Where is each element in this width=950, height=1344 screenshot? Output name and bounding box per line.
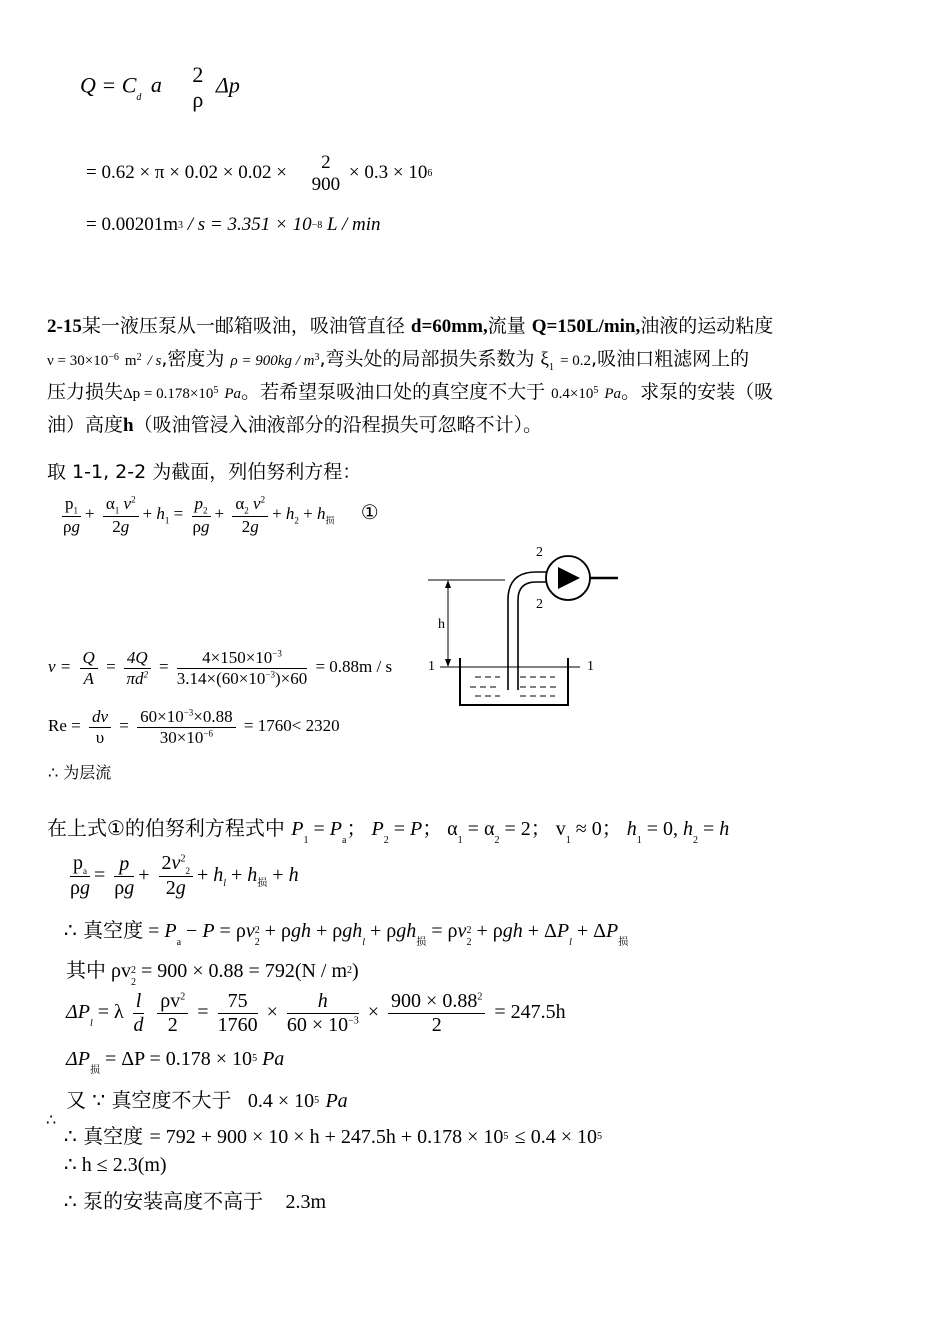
label-1-right: 1 bbox=[587, 659, 594, 674]
problem-vac: 0.4×10 bbox=[551, 386, 594, 402]
circled-one: ① bbox=[360, 502, 379, 525]
problem-line1 bbox=[47, 310, 773, 343]
dpl-f3-den: 1760 bbox=[217, 1014, 258, 1036]
bernoulli-eq: $\frac{p_1}{\rho g}$ + $\frac{\alpha_1 v^2}{2g}$ + $h_1$ = $\frac{p_2}{\rho g}$ + $\frac{\alpha_2 v^2}{2g}$ + $h_2 + h_损$ ① bbox=[63, 494, 379, 536]
eq-q-line2-exp: 6 bbox=[427, 168, 433, 180]
velocity-f1-den: A bbox=[83, 668, 94, 688]
problem-text4: ,密度为 bbox=[161, 348, 225, 370]
also-val: 0.4 × 10 bbox=[247, 1090, 315, 1112]
eq-q-line2-den: 900 bbox=[311, 173, 341, 195]
eq-q-line2 bbox=[86, 152, 432, 196]
label-2-bottom: 2 bbox=[536, 597, 543, 612]
dp-loss-unit: Pa bbox=[262, 1048, 285, 1070]
problem-number: 2-15 bbox=[47, 316, 82, 337]
velocity-f3-den-exp: −3 bbox=[265, 668, 275, 679]
dp-loss-exp: 5 bbox=[252, 1053, 258, 1064]
velocity-frac3 bbox=[177, 648, 307, 688]
reynolds-lhs: Re = bbox=[48, 715, 81, 735]
eq-q-line3-b-exp: −8 bbox=[311, 220, 323, 231]
problem-nu-unit: m bbox=[124, 353, 137, 369]
dpl-f4-den: 60 × 10 bbox=[286, 1014, 349, 1036]
dpl-result: = 247.5h bbox=[494, 1001, 566, 1024]
reynolds-f2-num: 60×10 bbox=[140, 707, 184, 726]
reynolds-frac2 bbox=[137, 707, 236, 747]
eq-q-dp: Δp bbox=[215, 72, 240, 98]
problem-text3: 油液的运动粘度 bbox=[640, 315, 774, 337]
where-unit-exp: 2 bbox=[347, 965, 353, 976]
dp-loss-line bbox=[66, 1048, 285, 1076]
final-vac-eq: = 792 + 900 × 10 × h + 247.5h + 0.178 × 10 bbox=[149, 1126, 504, 1148]
reynolds-f1-num: dv bbox=[89, 707, 111, 728]
conclusion-line bbox=[64, 1185, 326, 1214]
velocity-f2-num: 4Q bbox=[124, 648, 151, 669]
problem-text2: 流量 bbox=[487, 315, 526, 337]
problem-text7: 压力损失 bbox=[47, 381, 124, 403]
pump-diagram bbox=[420, 540, 620, 720]
dpl-f2-num-exp: 2 bbox=[180, 991, 186, 1003]
velocity-result: = 0.88m / s bbox=[315, 656, 393, 676]
suction-pipe-outer bbox=[508, 572, 555, 690]
laminar-text: ∴ 为层流 bbox=[48, 763, 112, 782]
problem-text9: 。求泵的安装（吸 bbox=[621, 381, 774, 403]
label-h: h bbox=[438, 617, 445, 632]
problem-dp-exp: 5 bbox=[213, 385, 219, 396]
dpl-f4-num: h bbox=[287, 990, 359, 1014]
problem-text6: ,吸油口粗滤网上的 bbox=[591, 348, 750, 370]
final-vac-label: ∴ 真空度 bbox=[64, 1124, 144, 1148]
dp-loss: ΔP bbox=[66, 1048, 90, 1070]
bern-frac4: $\frac{\alpha_2 v^2}{2g}$ bbox=[232, 494, 268, 536]
eq-q-line3 bbox=[86, 214, 380, 236]
dpl-f4-den-exp: −3 bbox=[348, 1015, 359, 1027]
dpl-lhs: ΔP bbox=[66, 1001, 90, 1024]
final-vacuum-line bbox=[64, 1120, 602, 1149]
eq-q-line3-b: / s = 3.351 × 10 bbox=[187, 214, 312, 235]
problem-nu: ν = 30×10 bbox=[47, 353, 109, 369]
velocity-eq bbox=[48, 648, 392, 688]
bern-frac3: $\frac{p_2}{\rho g}$ bbox=[192, 494, 210, 536]
velocity-lhs: v = bbox=[48, 656, 72, 676]
velocity-eq2: = bbox=[158, 656, 169, 676]
eq-q-sub-d: d bbox=[136, 92, 142, 104]
problem-rho: ρ = 900kg / m bbox=[230, 353, 315, 369]
velocity-frac1 bbox=[80, 648, 98, 688]
reynolds-f2-num-tail: ×0.88 bbox=[193, 707, 233, 726]
reynolds-result: = 1760< 2320 bbox=[243, 715, 340, 735]
final-vac-le: ≤ 0.4 × 10 bbox=[514, 1126, 598, 1148]
velocity-eq1: = bbox=[106, 656, 116, 676]
eq-q-line2-num: 2 bbox=[321, 152, 331, 173]
reynolds-eq-sign: = bbox=[119, 715, 129, 735]
conclusion-text: ∴ 泵的安装高度不高于 bbox=[64, 1189, 264, 1213]
dpl-lhs-sub: l bbox=[89, 1018, 93, 1030]
eq-q-line2-pre: = 0.62 × π × 0.02 × 0.02 × bbox=[86, 162, 287, 184]
dp-loss-eq: = ΔP = 0.178 × 10 bbox=[104, 1048, 253, 1070]
eq-q-line1 bbox=[80, 62, 240, 113]
condition-text: 在上式①的伯努利方程式中 bbox=[47, 816, 285, 840]
velocity-f1-num: Q bbox=[80, 648, 98, 669]
eq-q-line3-c: L / min bbox=[326, 214, 381, 235]
arrow-up-icon bbox=[445, 580, 451, 588]
where-eq: ρv bbox=[111, 960, 131, 982]
dpl-eq2: = bbox=[197, 1001, 209, 1024]
condition-eqs: $P_1 = P_a$； $P_2 = P$； $\alpha_1 = \alpha_2 = 2$； $v_1 \approx 0$； $h_1 = 0$, $h_2 = h$ bbox=[291, 818, 730, 846]
reynolds-f2-den-exp: −6 bbox=[203, 727, 213, 738]
problem-q: Q=150L/min, bbox=[531, 316, 641, 337]
dpl-f2-num: ρv bbox=[160, 990, 181, 1012]
velocity-f3-den: 3.14×(60×10 bbox=[176, 668, 266, 688]
problem-vac-unit: Pa bbox=[604, 386, 622, 402]
dpl-f1-num: l bbox=[133, 990, 145, 1014]
eq-q-sqrt-frac bbox=[189, 62, 206, 113]
eq-q-line2-post: × 0.3 × 10 bbox=[348, 162, 428, 184]
problem-rho-exp: 3 bbox=[314, 352, 320, 363]
small-therefore: ∴ bbox=[46, 1112, 57, 1129]
problem-d: d=60mm, bbox=[410, 316, 488, 337]
dpl-times1: × bbox=[266, 1001, 278, 1024]
dpl-f5-den: 2 bbox=[431, 1014, 442, 1036]
h-result: ∴ h ≤ 2.3(m) bbox=[64, 1154, 167, 1176]
problem-nu-exp: −6 bbox=[108, 352, 119, 363]
problem-xi-sub: 1 bbox=[549, 362, 555, 373]
bern-frac1: $\frac{p_1}{\rho g}$ bbox=[63, 494, 80, 536]
problem-nu-unit2: / s bbox=[147, 353, 162, 369]
eq-q-line3-a: = 0.00201m bbox=[86, 214, 178, 235]
also-text: 又 ∵ 真空度不大于 bbox=[66, 1088, 232, 1112]
velocity-frac2 bbox=[124, 648, 151, 688]
where-label: 其中 bbox=[66, 958, 106, 982]
dpl-f5-num-exp: 2 bbox=[477, 991, 483, 1003]
problem-xi: ξ bbox=[540, 349, 550, 370]
problem-dp: Δp = 0.178×10 bbox=[123, 386, 214, 402]
problem-line4 bbox=[47, 409, 542, 442]
label-2-top: 2 bbox=[536, 545, 543, 560]
dpl-eq bbox=[66, 990, 566, 1037]
conclusion-val: 2.3m bbox=[285, 1191, 327, 1213]
problem-nu-unit-exp: 2 bbox=[136, 352, 142, 363]
reynolds-eq bbox=[48, 707, 340, 747]
dpl-f2-den: 2 bbox=[167, 1014, 178, 1036]
also-line bbox=[66, 1084, 348, 1113]
eq-q-num: 2 bbox=[192, 62, 204, 87]
also-exp: 5 bbox=[314, 1095, 320, 1106]
bern-frac2: $\frac{\alpha_1 v^2}{2g}$ bbox=[103, 494, 139, 536]
problem-dp-unit: Pa bbox=[224, 386, 242, 402]
vacuum-expr: ∴ 真空度 = $P_a - P = \rho v^2_2 + \rho gh + \rho gh_l + \rho gh_损 = \rho v^2_2 + \rho gh + \Delta P_l + \Delta P_损$ bbox=[64, 918, 629, 948]
eq-q-line3-a-exp: 3 bbox=[178, 220, 183, 231]
reynolds-f2-num-exp: −3 bbox=[183, 707, 194, 718]
problem-vac-exp: 5 bbox=[593, 385, 599, 396]
dpl-times2: × bbox=[367, 1001, 380, 1024]
reynolds-f1-den: υ bbox=[95, 727, 105, 747]
where-eq-tail: = 900 × 0.88 = 792(N / m bbox=[140, 960, 348, 982]
dpl-eq1: = λ bbox=[97, 1001, 124, 1024]
final-vac-exp1: 5 bbox=[503, 1131, 509, 1142]
velocity-f3-den-tail: )×60 bbox=[274, 668, 308, 688]
arrow-down-icon bbox=[445, 659, 451, 667]
velocity-f3-num: 4×150×10 bbox=[202, 648, 273, 667]
dpl-f3-num: 75 bbox=[218, 990, 258, 1014]
eq-q-line2-frac bbox=[312, 152, 341, 196]
vacuum-label: ∴ 真空度 bbox=[64, 918, 144, 942]
dpl-f1-den: d bbox=[133, 1014, 144, 1036]
final-vac-exp2: 5 bbox=[597, 1131, 603, 1142]
eq-q-a: a bbox=[150, 72, 162, 98]
condition-line bbox=[47, 812, 730, 846]
oil-tank bbox=[460, 658, 568, 705]
where-line: 其中 $\rho v^2_2 = 900 \times 0.88 = 792(N / m^2)$ bbox=[66, 958, 359, 988]
take-sections: 取 1-1, 2-2 为截面，列伯努利方程： bbox=[47, 461, 362, 483]
problem-text10: 油）高度 bbox=[47, 414, 124, 436]
problem-text11: （吸油管浸入油液部分的沿程损失可忽略不计）。 bbox=[133, 414, 543, 436]
reduced-bernoulli: $\frac{p_a}{\rho g}$ = $\frac{p}{\rho g}$ + $\frac{2v^2_2}{2g}$ + $h_l + h_损 + h$ bbox=[70, 852, 299, 900]
problem-text1: 某一液压泵从一邮箱吸油，吸油管直径 bbox=[81, 315, 405, 337]
reynolds-f2-den: 30×10 bbox=[159, 727, 204, 747]
eq-q-den: ρ bbox=[192, 87, 204, 113]
dpl-f5-num: 900 × 0.88 bbox=[391, 990, 478, 1012]
problem-line3 bbox=[47, 376, 773, 412]
also-unit: Pa bbox=[325, 1090, 348, 1112]
problem-line2 bbox=[47, 343, 749, 379]
dp-loss-sub: 损 bbox=[89, 1065, 100, 1076]
velocity-f3-num-exp: −3 bbox=[272, 648, 282, 659]
problem-text5: ,弯头处的局部损失系数为 bbox=[319, 348, 535, 370]
problem-xi-val: = 0.2 bbox=[560, 353, 592, 369]
velocity-f2-den: πd bbox=[126, 668, 144, 688]
problem-h: h bbox=[123, 415, 134, 436]
problem-text8: 。若希望泵吸油口处的真空度不大于 bbox=[241, 381, 546, 403]
eq-q-lhs: Q = C bbox=[80, 72, 137, 98]
velocity-f2-den-exp: 2 bbox=[143, 668, 149, 679]
label-1-left: 1 bbox=[428, 659, 435, 674]
reynolds-frac1 bbox=[89, 707, 111, 747]
